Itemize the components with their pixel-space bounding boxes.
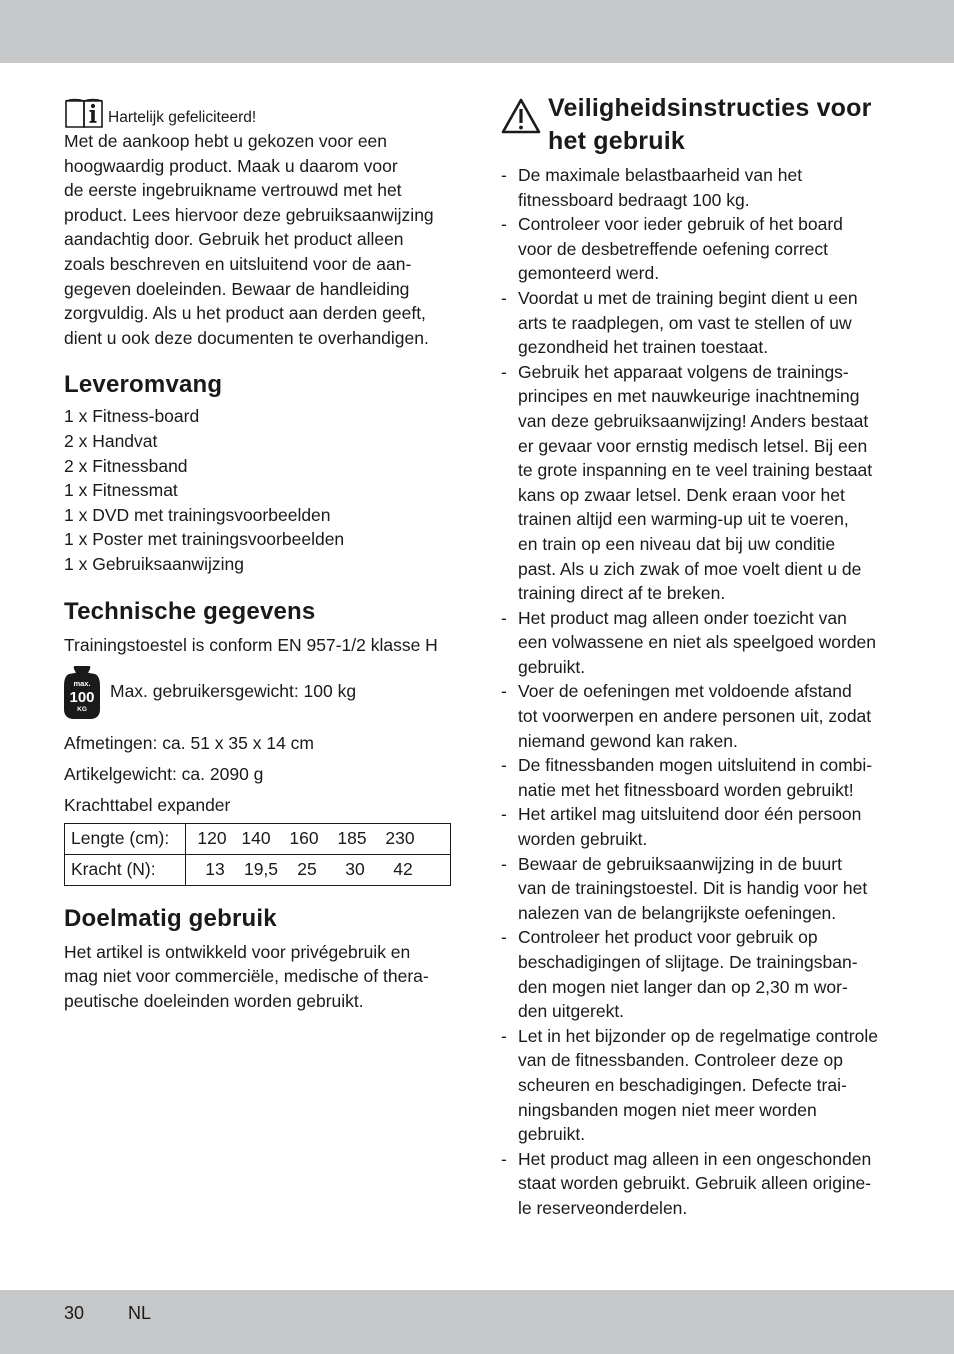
safety-line: principes en met nauwkeurige inachtneming bbox=[518, 386, 860, 407]
artikelgewicht-text: Artikelgewicht: ca. 2090 g bbox=[64, 763, 264, 784]
list-item bbox=[501, 1147, 896, 1221]
right-column bbox=[501, 92, 896, 1221]
table-cell: 30 bbox=[345, 859, 365, 879]
safety-line: ningsbanden mogen niet meer worden bbox=[518, 1099, 817, 1120]
list-item bbox=[501, 753, 896, 802]
safety-line: gebruikt. bbox=[518, 1124, 586, 1145]
safety-line: beschadigingen of slijtage. De trainingsban- bbox=[518, 952, 858, 972]
safety-heading-line: Veiligheidsinstructies voor bbox=[548, 94, 872, 122]
safety-line: - Let in het bijzonder op de regelmatige controle bbox=[518, 1025, 878, 1046]
safety-line: gezondheid het trainen toestaat. bbox=[518, 337, 769, 358]
list-item bbox=[501, 925, 896, 1023]
doelmatig-line: Het artikel is ontwikkeld voor privégebruik en bbox=[64, 941, 411, 962]
safety-line: fitnessboard bedraagt 100 kg. bbox=[518, 189, 750, 210]
list-item bbox=[501, 679, 896, 753]
icon-label-kg: KG bbox=[77, 705, 87, 713]
safety-line: - De fitnessbanden mogen uitsluitend in combi- bbox=[518, 755, 873, 776]
doelmatig-line: mag niet voor commerciële, medische of thera- bbox=[64, 966, 429, 987]
table-cell: 42 bbox=[393, 859, 413, 879]
safety-header bbox=[501, 92, 896, 158]
table-cell: 13 bbox=[205, 859, 225, 879]
safety-line: training direct af te breken. bbox=[518, 583, 726, 604]
table-row-label: Kracht (N): bbox=[65, 854, 186, 885]
krachttabel-table bbox=[64, 823, 451, 886]
safety-line: gemonteerd werd. bbox=[518, 263, 660, 284]
safety-line: scheuren en beschadigingen. Defecte trai- bbox=[518, 1074, 847, 1095]
safety-line: er gevaar voor ernstig medisch letsel. Bij een bbox=[518, 435, 868, 456]
safety-line: le reserveonderdelen. bbox=[518, 1197, 688, 1218]
intro-line: product. Lees hiervoor deze gebruiksaanwijzing bbox=[64, 204, 434, 225]
safety-line: - Bewaar de gebruiksaanwijzing in de buurt bbox=[518, 853, 842, 874]
safety-line: van de fitnessbanden. Controleer deze op bbox=[518, 1050, 843, 1071]
leveromvang-list bbox=[64, 404, 454, 576]
intro-line: zorgvuldig. Als u het product aan derden geeft, bbox=[64, 303, 426, 324]
list-item: 2 x Handvat bbox=[64, 430, 158, 451]
intro-line: Met de aankoop hebt u gekozen voor een bbox=[64, 131, 388, 151]
krachttabel-title: Krachttabel expander bbox=[64, 794, 231, 815]
warning-icon bbox=[501, 98, 541, 134]
safety-line: gebruikt. bbox=[518, 656, 586, 677]
table-row-label: Lengte (cm): bbox=[65, 823, 186, 854]
intro-paragraph bbox=[64, 129, 454, 350]
safety-line: - Gebruik het apparaat volgens de trainings- bbox=[518, 361, 849, 382]
table-cell: 185 bbox=[337, 828, 367, 848]
table-cell: 25 bbox=[297, 859, 317, 879]
table-cell: 120 bbox=[197, 828, 227, 848]
safety-line: van de trainingstoestel. Dit is handig voor het bbox=[518, 878, 868, 899]
table-cell: 230 bbox=[385, 828, 415, 848]
doelmatig-heading: Doelmatig gebruik bbox=[64, 904, 277, 932]
table-cell: 160 bbox=[289, 828, 319, 848]
safety-line: - De maximale belastbaarheid van het bbox=[518, 165, 803, 185]
list-item bbox=[501, 212, 896, 286]
safety-line: te grote inspanning en te veel training bestaat bbox=[518, 460, 873, 481]
safety-line: - Het product mag alleen in een ongeschonden bbox=[518, 1148, 872, 1169]
max-weight-row bbox=[64, 663, 454, 721]
doelmatig-line: peutische doeleinden worden gebruikt. bbox=[64, 990, 364, 1011]
intro-line: de eerste ingebruikname vertrouwd met het bbox=[64, 180, 402, 201]
intro-line: aandachtig door. Gebruik het product alleen bbox=[64, 229, 404, 250]
list-item: 1 x Poster met trainingsvoorbeelden bbox=[64, 529, 345, 550]
safety-line: trainen altijd een warming-up uit te voeren, bbox=[518, 509, 849, 530]
safety-line: niemand gewond kan raken. bbox=[518, 730, 738, 751]
icon-label-max: max. bbox=[73, 678, 91, 688]
list-item bbox=[501, 1024, 896, 1147]
list-item: 1 x Fitness-board bbox=[64, 406, 200, 427]
safety-list bbox=[501, 163, 896, 1221]
safety-line: - Voordat u met de training begint dient u een bbox=[518, 287, 858, 308]
safety-line: - Het product mag alleen onder toezicht van bbox=[518, 607, 847, 628]
intro-line: dient u ook deze documenten te overhandigen. bbox=[64, 327, 429, 348]
left-column bbox=[64, 97, 454, 1013]
weight-100kg-icon bbox=[64, 664, 100, 720]
safety-line: nalezen van de belangrijkste oefeningen. bbox=[518, 902, 837, 923]
manual-info-icon bbox=[64, 97, 104, 129]
safety-line: den uitgerekt. bbox=[518, 1001, 625, 1022]
safety-line: en train op een niveau dat bij uw conditie bbox=[518, 533, 836, 554]
intro-line: gegeven doeleinden. Bewaar de handleiding bbox=[64, 278, 410, 299]
intro-greeting: Hartelijk gefeliciteerd! bbox=[108, 109, 257, 126]
leveromvang-heading: Leveromvang bbox=[64, 371, 223, 399]
icon-label-100: 100 bbox=[69, 688, 95, 706]
safety-line: den mogen niet langer dan op 2,30 m wor- bbox=[518, 976, 848, 997]
conform-text: Trainingstoestel is conform EN 957-1/2 klasse H bbox=[64, 634, 438, 655]
intro-line: zoals beschreven en uitsluitend voor de aan- bbox=[64, 253, 412, 274]
list-item bbox=[501, 852, 896, 926]
safety-line: past. Als u zich zwak of moe voelt dient u de bbox=[518, 558, 862, 579]
table-row bbox=[65, 854, 451, 885]
afmetingen-text: Afmetingen: ca. 51 x 35 x 14 cm bbox=[64, 732, 314, 753]
table-row bbox=[65, 823, 451, 854]
list-item bbox=[501, 286, 896, 360]
safety-line: voor de desbetreffende oefening correct bbox=[518, 238, 829, 259]
list-item bbox=[501, 360, 896, 606]
table-cell: 140 bbox=[241, 828, 271, 848]
intro-line: hoogwaardig product. Maak u daarom voor bbox=[64, 155, 398, 176]
table-row-values bbox=[186, 854, 451, 885]
header-bar bbox=[0, 0, 954, 63]
safety-line: - Het artikel mag uitsluitend door één persoon bbox=[518, 804, 862, 825]
safety-line: natie met het fitnessboard worden gebruikt! bbox=[518, 779, 854, 800]
safety-line: een volwassene en niet als speelgoed worden bbox=[518, 632, 877, 653]
list-item: 1 x Fitnessmat bbox=[64, 480, 178, 501]
list-item: 1 x DVD met trainingsvoorbeelden bbox=[64, 504, 331, 525]
list-item bbox=[501, 802, 896, 851]
list-item bbox=[501, 606, 896, 680]
safety-line: worden gebruikt. bbox=[518, 829, 648, 850]
list-item: 2 x Fitnessband bbox=[64, 455, 188, 476]
safety-line: van deze gebruiksaanwijzing! Anders bestaat bbox=[518, 410, 869, 431]
safety-heading-line: het gebruik bbox=[548, 127, 685, 155]
safety-line: tot voorwerpen en andere personen uit, zodat bbox=[518, 706, 872, 727]
safety-line: arts te raadplegen, om vast te stellen of uw bbox=[518, 312, 852, 333]
safety-line: - Controleer voor ieder gebruik of het board bbox=[518, 214, 843, 235]
intro-header bbox=[64, 97, 454, 129]
table-cell: 19,5 bbox=[243, 859, 279, 879]
safety-line: kans op zwaar letsel. Denk eraan voor het bbox=[518, 484, 845, 505]
max-weight-text: Max. gebruikersgewicht: 100 kg bbox=[110, 681, 357, 701]
safety-line: staat worden gebruikt. Gebruik alleen origine- bbox=[518, 1173, 872, 1194]
doelmatig-paragraph bbox=[64, 940, 454, 1014]
language-code: NL bbox=[128, 1303, 152, 1323]
safety-line: - Voer de oefeningen met voldoende afstand bbox=[518, 681, 852, 702]
technische-heading: Technische gegevens bbox=[64, 597, 316, 625]
list-item: 1 x Gebruiksaanwijzing bbox=[64, 553, 244, 574]
safety-line: - Controleer het product voor gebruik op bbox=[518, 927, 818, 948]
safety-heading bbox=[548, 92, 872, 158]
page-number: 30 bbox=[64, 1303, 85, 1323]
table-row-values bbox=[186, 823, 451, 854]
list-item bbox=[501, 163, 896, 212]
